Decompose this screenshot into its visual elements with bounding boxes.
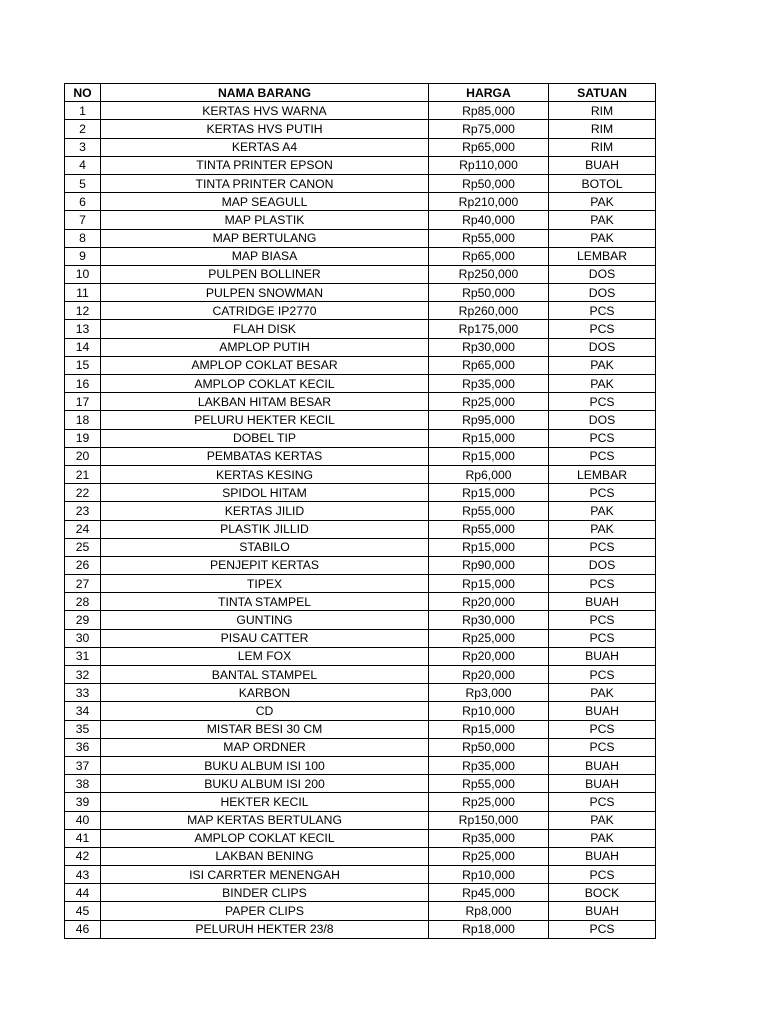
cell-no: 15 bbox=[65, 356, 101, 374]
cell-no: 28 bbox=[65, 593, 101, 611]
table-row bbox=[65, 829, 656, 847]
cell-item-name: BINDER CLIPS bbox=[101, 884, 429, 902]
cell-item-name: BANTAL STAMPEL bbox=[101, 666, 429, 684]
cell-unit: PAK bbox=[549, 356, 656, 374]
cell-no: 41 bbox=[65, 829, 101, 847]
cell-unit: PCS bbox=[549, 484, 656, 502]
cell-item-name: TINTA PRINTER EPSON bbox=[101, 156, 429, 174]
cell-unit: BOTOL bbox=[549, 174, 656, 192]
table-row bbox=[65, 138, 656, 156]
price-list-table bbox=[64, 83, 656, 939]
cell-price: Rp75,000 bbox=[429, 120, 549, 138]
table-row bbox=[65, 756, 656, 774]
cell-no: 43 bbox=[65, 866, 101, 884]
table-row bbox=[65, 465, 656, 483]
cell-no: 37 bbox=[65, 756, 101, 774]
cell-unit: PCS bbox=[549, 538, 656, 556]
cell-item-name: PELURUH HEKTER 23/8 bbox=[101, 920, 429, 938]
cell-unit: DOS bbox=[549, 265, 656, 283]
cell-price: Rp90,000 bbox=[429, 556, 549, 574]
cell-unit: LEMBAR bbox=[549, 247, 656, 265]
cell-price: Rp15,000 bbox=[429, 575, 549, 593]
cell-no: 33 bbox=[65, 684, 101, 702]
cell-price: Rp15,000 bbox=[429, 720, 549, 738]
cell-price: Rp85,000 bbox=[429, 102, 549, 120]
cell-no: 16 bbox=[65, 375, 101, 393]
cell-item-name: AMPLOP COKLAT BESAR bbox=[101, 356, 429, 374]
cell-item-name: PISAU CATTER bbox=[101, 629, 429, 647]
cell-price: Rp6,000 bbox=[429, 465, 549, 483]
cell-item-name: HEKTER KECIL bbox=[101, 793, 429, 811]
cell-price: Rp10,000 bbox=[429, 866, 549, 884]
cell-price: Rp20,000 bbox=[429, 647, 549, 665]
cell-price: Rp18,000 bbox=[429, 920, 549, 938]
cell-item-name: PENJEPIT KERTAS bbox=[101, 556, 429, 574]
cell-no: 3 bbox=[65, 138, 101, 156]
table-row bbox=[65, 538, 656, 556]
cell-price: Rp25,000 bbox=[429, 847, 549, 865]
cell-price: Rp10,000 bbox=[429, 702, 549, 720]
cell-unit: PCS bbox=[549, 629, 656, 647]
table-row bbox=[65, 229, 656, 247]
cell-price: Rp50,000 bbox=[429, 284, 549, 302]
cell-price: Rp150,000 bbox=[429, 811, 549, 829]
cell-no: 36 bbox=[65, 738, 101, 756]
cell-no: 5 bbox=[65, 174, 101, 192]
cell-unit: PAK bbox=[549, 193, 656, 211]
cell-price: Rp3,000 bbox=[429, 684, 549, 702]
cell-no: 24 bbox=[65, 520, 101, 538]
cell-item-name: SPIDOL HITAM bbox=[101, 484, 429, 502]
table-row bbox=[65, 356, 656, 374]
cell-no: 25 bbox=[65, 538, 101, 556]
table-row bbox=[65, 647, 656, 665]
cell-unit: LEMBAR bbox=[549, 465, 656, 483]
cell-unit: RIM bbox=[549, 102, 656, 120]
cell-unit: PCS bbox=[549, 738, 656, 756]
cell-no: 10 bbox=[65, 265, 101, 283]
cell-unit: PCS bbox=[549, 447, 656, 465]
cell-no: 31 bbox=[65, 647, 101, 665]
cell-unit: PCS bbox=[549, 920, 656, 938]
cell-no: 8 bbox=[65, 229, 101, 247]
cell-unit: PCS bbox=[549, 429, 656, 447]
cell-item-name: MAP BIASA bbox=[101, 247, 429, 265]
cell-item-name: TIPEX bbox=[101, 575, 429, 593]
table-row bbox=[65, 247, 656, 265]
cell-no: 21 bbox=[65, 465, 101, 483]
cell-no: 2 bbox=[65, 120, 101, 138]
cell-unit: PCS bbox=[549, 793, 656, 811]
table-row bbox=[65, 211, 656, 229]
cell-no: 22 bbox=[65, 484, 101, 502]
cell-no: 17 bbox=[65, 393, 101, 411]
table-row bbox=[65, 866, 656, 884]
cell-no: 18 bbox=[65, 411, 101, 429]
cell-item-name: KERTAS JILID bbox=[101, 502, 429, 520]
cell-item-name: PELURU HEKTER KECIL bbox=[101, 411, 429, 429]
cell-no: 12 bbox=[65, 302, 101, 320]
table-row bbox=[65, 284, 656, 302]
cell-price: Rp8,000 bbox=[429, 902, 549, 920]
cell-unit: PAK bbox=[549, 684, 656, 702]
cell-unit: PAK bbox=[549, 211, 656, 229]
table-row bbox=[65, 793, 656, 811]
cell-price: Rp30,000 bbox=[429, 611, 549, 629]
table-row bbox=[65, 684, 656, 702]
cell-price: Rp175,000 bbox=[429, 320, 549, 338]
cell-price: Rp35,000 bbox=[429, 756, 549, 774]
cell-no: 1 bbox=[65, 102, 101, 120]
cell-price: Rp15,000 bbox=[429, 484, 549, 502]
cell-price: Rp15,000 bbox=[429, 538, 549, 556]
cell-item-name: KERTAS A4 bbox=[101, 138, 429, 156]
cell-item-name: PULPEN BOLLINER bbox=[101, 265, 429, 283]
cell-no: 35 bbox=[65, 720, 101, 738]
cell-no: 7 bbox=[65, 211, 101, 229]
cell-price: Rp15,000 bbox=[429, 447, 549, 465]
cell-price: Rp50,000 bbox=[429, 174, 549, 192]
table-row bbox=[65, 811, 656, 829]
cell-price: Rp25,000 bbox=[429, 629, 549, 647]
table-row bbox=[65, 556, 656, 574]
cell-unit: PAK bbox=[549, 829, 656, 847]
cell-item-name: ISI CARRTER MENENGAH bbox=[101, 866, 429, 884]
cell-unit: BUAH bbox=[549, 702, 656, 720]
cell-unit: PCS bbox=[549, 720, 656, 738]
cell-no: 27 bbox=[65, 575, 101, 593]
cell-no: 4 bbox=[65, 156, 101, 174]
cell-price: Rp45,000 bbox=[429, 884, 549, 902]
table-row bbox=[65, 629, 656, 647]
cell-price: Rp65,000 bbox=[429, 138, 549, 156]
cell-no: 26 bbox=[65, 556, 101, 574]
header-no: NO bbox=[65, 84, 101, 102]
table-row bbox=[65, 884, 656, 902]
table-row bbox=[65, 575, 656, 593]
cell-unit: DOS bbox=[549, 411, 656, 429]
cell-price: Rp250,000 bbox=[429, 265, 549, 283]
header-row bbox=[65, 84, 656, 102]
cell-unit: BUAH bbox=[549, 847, 656, 865]
cell-unit: PCS bbox=[549, 302, 656, 320]
cell-item-name: TINTA PRINTER CANON bbox=[101, 174, 429, 192]
header-price: HARGA bbox=[429, 84, 549, 102]
cell-price: Rp25,000 bbox=[429, 393, 549, 411]
cell-unit: BOCK bbox=[549, 884, 656, 902]
cell-item-name: PAPER CLIPS bbox=[101, 902, 429, 920]
table-body bbox=[65, 102, 656, 939]
cell-no: 14 bbox=[65, 338, 101, 356]
cell-item-name: DOBEL TIP bbox=[101, 429, 429, 447]
cell-unit: PAK bbox=[549, 229, 656, 247]
cell-no: 19 bbox=[65, 429, 101, 447]
cell-unit: RIM bbox=[549, 138, 656, 156]
cell-price: Rp30,000 bbox=[429, 338, 549, 356]
table-row bbox=[65, 338, 656, 356]
cell-item-name: CD bbox=[101, 702, 429, 720]
table-row bbox=[65, 666, 656, 684]
cell-price: Rp35,000 bbox=[429, 829, 549, 847]
cell-item-name: GUNTING bbox=[101, 611, 429, 629]
cell-unit: BUAH bbox=[549, 156, 656, 174]
cell-no: 6 bbox=[65, 193, 101, 211]
cell-item-name: KARBON bbox=[101, 684, 429, 702]
cell-price: Rp65,000 bbox=[429, 247, 549, 265]
cell-price: Rp95,000 bbox=[429, 411, 549, 429]
table-row bbox=[65, 702, 656, 720]
table-row bbox=[65, 720, 656, 738]
cell-unit: PCS bbox=[549, 393, 656, 411]
table-row bbox=[65, 775, 656, 793]
cell-price: Rp260,000 bbox=[429, 302, 549, 320]
table-row bbox=[65, 174, 656, 192]
cell-unit: PAK bbox=[549, 520, 656, 538]
cell-unit: DOS bbox=[549, 284, 656, 302]
cell-price: Rp20,000 bbox=[429, 593, 549, 611]
cell-price: Rp55,000 bbox=[429, 520, 549, 538]
cell-price: Rp65,000 bbox=[429, 356, 549, 374]
cell-no: 46 bbox=[65, 920, 101, 938]
cell-no: 44 bbox=[65, 884, 101, 902]
table-row bbox=[65, 611, 656, 629]
cell-price: Rp55,000 bbox=[429, 775, 549, 793]
cell-item-name: LAKBAN HITAM BESAR bbox=[101, 393, 429, 411]
cell-price: Rp20,000 bbox=[429, 666, 549, 684]
table-row bbox=[65, 320, 656, 338]
cell-item-name: MISTAR BESI 30 CM bbox=[101, 720, 429, 738]
cell-item-name: KERTAS HVS PUTIH bbox=[101, 120, 429, 138]
cell-unit: PAK bbox=[549, 502, 656, 520]
cell-item-name: MAP PLASTIK bbox=[101, 211, 429, 229]
table-row bbox=[65, 847, 656, 865]
cell-unit: RIM bbox=[549, 120, 656, 138]
cell-unit: PCS bbox=[549, 320, 656, 338]
cell-unit: BUAH bbox=[549, 593, 656, 611]
cell-item-name: KERTAS HVS WARNA bbox=[101, 102, 429, 120]
cell-no: 9 bbox=[65, 247, 101, 265]
cell-item-name: AMPLOP PUTIH bbox=[101, 338, 429, 356]
header-unit: SATUAN bbox=[549, 84, 656, 102]
table-row bbox=[65, 102, 656, 120]
cell-item-name: KERTAS KESING bbox=[101, 465, 429, 483]
table-row bbox=[65, 393, 656, 411]
cell-price: Rp15,000 bbox=[429, 429, 549, 447]
cell-item-name: LAKBAN BENING bbox=[101, 847, 429, 865]
cell-price: Rp35,000 bbox=[429, 375, 549, 393]
table-row bbox=[65, 520, 656, 538]
table-row bbox=[65, 429, 656, 447]
cell-no: 42 bbox=[65, 847, 101, 865]
cell-unit: PCS bbox=[549, 866, 656, 884]
cell-item-name: PULPEN SNOWMAN bbox=[101, 284, 429, 302]
cell-item-name: MAP BERTULANG bbox=[101, 229, 429, 247]
cell-item-name: STABILO bbox=[101, 538, 429, 556]
table-row bbox=[65, 920, 656, 938]
header-item-name: NAMA BARANG bbox=[101, 84, 429, 102]
cell-unit: DOS bbox=[549, 338, 656, 356]
cell-unit: PCS bbox=[549, 575, 656, 593]
cell-price: Rp110,000 bbox=[429, 156, 549, 174]
cell-unit: BUAH bbox=[549, 775, 656, 793]
cell-no: 45 bbox=[65, 902, 101, 920]
cell-no: 32 bbox=[65, 666, 101, 684]
table-row bbox=[65, 265, 656, 283]
cell-item-name: MAP KERTAS BERTULANG bbox=[101, 811, 429, 829]
cell-unit: PAK bbox=[549, 375, 656, 393]
table-row bbox=[65, 375, 656, 393]
table-row bbox=[65, 411, 656, 429]
cell-unit: BUAH bbox=[549, 902, 656, 920]
cell-unit: PCS bbox=[549, 666, 656, 684]
cell-unit: PAK bbox=[549, 811, 656, 829]
cell-price: Rp210,000 bbox=[429, 193, 549, 211]
cell-no: 39 bbox=[65, 793, 101, 811]
cell-item-name: AMPLOP COKLAT KECIL bbox=[101, 829, 429, 847]
cell-no: 34 bbox=[65, 702, 101, 720]
cell-no: 23 bbox=[65, 502, 101, 520]
table-header bbox=[65, 84, 656, 102]
table-row bbox=[65, 484, 656, 502]
table-row bbox=[65, 156, 656, 174]
table-row bbox=[65, 593, 656, 611]
cell-price: Rp55,000 bbox=[429, 229, 549, 247]
cell-unit: PCS bbox=[549, 611, 656, 629]
cell-item-name: PEMBATAS KERTAS bbox=[101, 447, 429, 465]
cell-item-name: MAP SEAGULL bbox=[101, 193, 429, 211]
cell-price: Rp25,000 bbox=[429, 793, 549, 811]
table-row bbox=[65, 447, 656, 465]
cell-unit: BUAH bbox=[549, 756, 656, 774]
cell-item-name: AMPLOP COKLAT KECIL bbox=[101, 375, 429, 393]
cell-item-name: MAP ORDNER bbox=[101, 738, 429, 756]
cell-price: Rp40,000 bbox=[429, 211, 549, 229]
table-row bbox=[65, 120, 656, 138]
cell-unit: BUAH bbox=[549, 647, 656, 665]
table-row bbox=[65, 902, 656, 920]
spreadsheet-page bbox=[64, 83, 656, 939]
cell-item-name: LEM FOX bbox=[101, 647, 429, 665]
cell-no: 30 bbox=[65, 629, 101, 647]
cell-item-name: PLASTIK JILLID bbox=[101, 520, 429, 538]
cell-item-name: BUKU ALBUM ISI 200 bbox=[101, 775, 429, 793]
cell-item-name: CATRIDGE IP2770 bbox=[101, 302, 429, 320]
cell-no: 40 bbox=[65, 811, 101, 829]
cell-price: Rp50,000 bbox=[429, 738, 549, 756]
cell-item-name: FLAH DISK bbox=[101, 320, 429, 338]
cell-price: Rp55,000 bbox=[429, 502, 549, 520]
table-row bbox=[65, 302, 656, 320]
table-row bbox=[65, 502, 656, 520]
cell-no: 29 bbox=[65, 611, 101, 629]
cell-no: 38 bbox=[65, 775, 101, 793]
cell-no: 20 bbox=[65, 447, 101, 465]
table-row bbox=[65, 738, 656, 756]
cell-no: 13 bbox=[65, 320, 101, 338]
table-row bbox=[65, 193, 656, 211]
cell-item-name: TINTA STAMPEL bbox=[101, 593, 429, 611]
cell-unit: DOS bbox=[549, 556, 656, 574]
cell-no: 11 bbox=[65, 284, 101, 302]
cell-item-name: BUKU ALBUM ISI 100 bbox=[101, 756, 429, 774]
